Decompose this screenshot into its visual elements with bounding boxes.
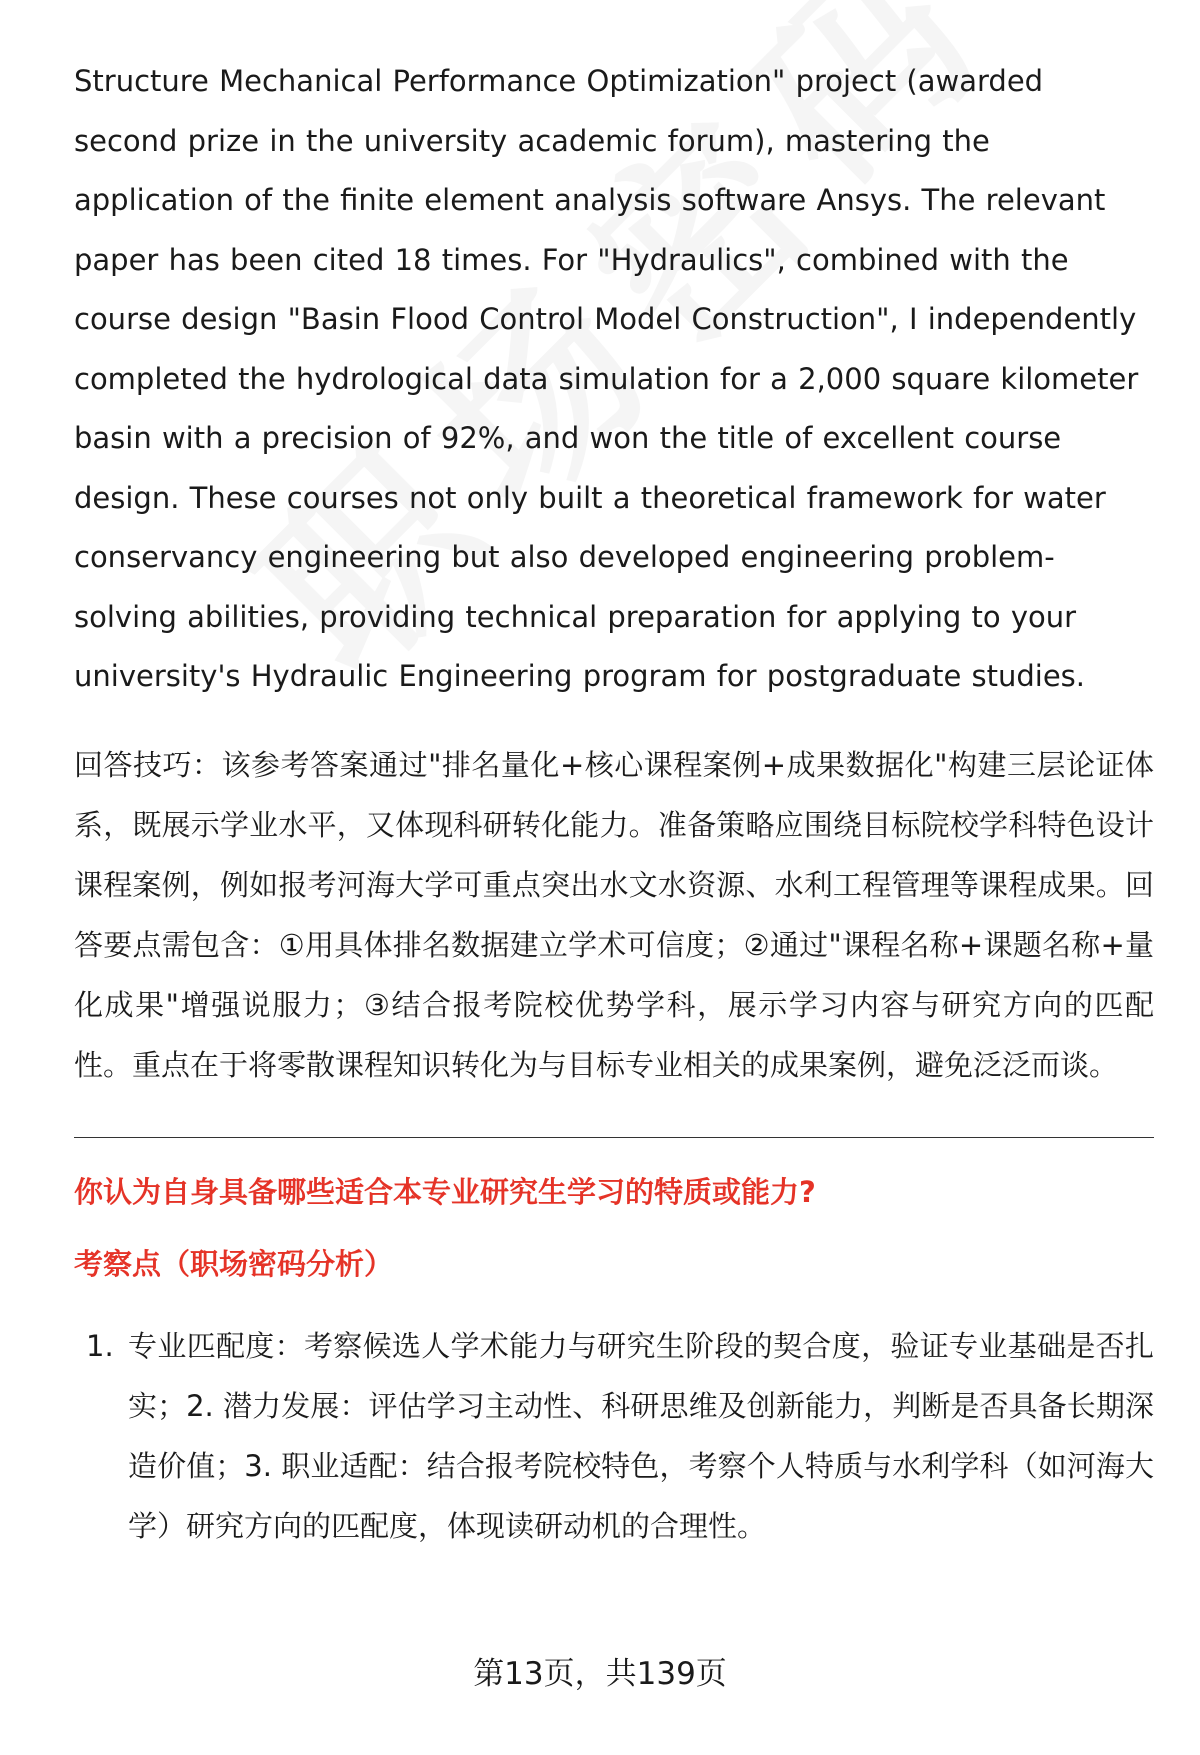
list-item [74,1316,1154,1556]
page-indicator: 第13页，共139页 [473,1656,727,1692]
list-item-number: 1. [86,1328,114,1363]
assessment-points-heading: 考察点（职场密码分析） [74,1246,394,1281]
list-item-text: 专业匹配度：考察候选人学术能力与研究生阶段的契合度，验证专业基础是否扎实；2. 潜力发展：评估学习主动性、科研思维及创新能力，判断是否具备长期深造价值；3. 职业适配：结合报考院校特色，考察个人特质与水利学科（如河海大学）研究方向的匹配度，体现读研动机的合理性。 [128,1328,1154,1543]
document-content [74,52,1154,1556]
section-divider [74,1137,1154,1138]
english-paragraph: Structure Mechanical Performance Optimization" project (awarded second prize in the university academic forum), mastering the application of the finite element analysis software Ansys. The relevant paper has been cited 18 times. For "Hydraulics", combined with the course design "Basin Flood Control Model Construction", I independently completed the hydrological data simulation for a 2,000 square kilometer basin with a precision of 92%, and won the title of excellent course design. These courses not only built a theoretical framework for water conservancy engineering but also developed engineering problem-solving abilities, providing technical preparation for applying to your university's Hydraulic Engineering program for postgraduate studies. [74,64,1139,693]
answer-tips-paragraph: 回答技巧：该参考答案通过"排名量化+核心课程案例+成果数据化"构建三层论证体系，既展示学业水平，又体现科研转化能力。准备策略应围绕目标院校学科特色设计课程案例，例如报考河海大学可重点突出水文水资源、水利工程管理等课程成果。回答要点需包含：①用具体排名数据建立学术可信度；②通过"课程名称+课题名称+量化成果"增强说服力；③结合报考院校优势学科，展示学习内容与研究方向的匹配性。重点在于将零散课程知识转化为与目标专业相关的成果案例，避免泛泛而谈。 [74,747,1154,1082]
assessment-points-list [74,1316,1154,1556]
question-heading: 你认为自身具备哪些适合本专业研究生学习的特质或能力? [74,1174,816,1209]
